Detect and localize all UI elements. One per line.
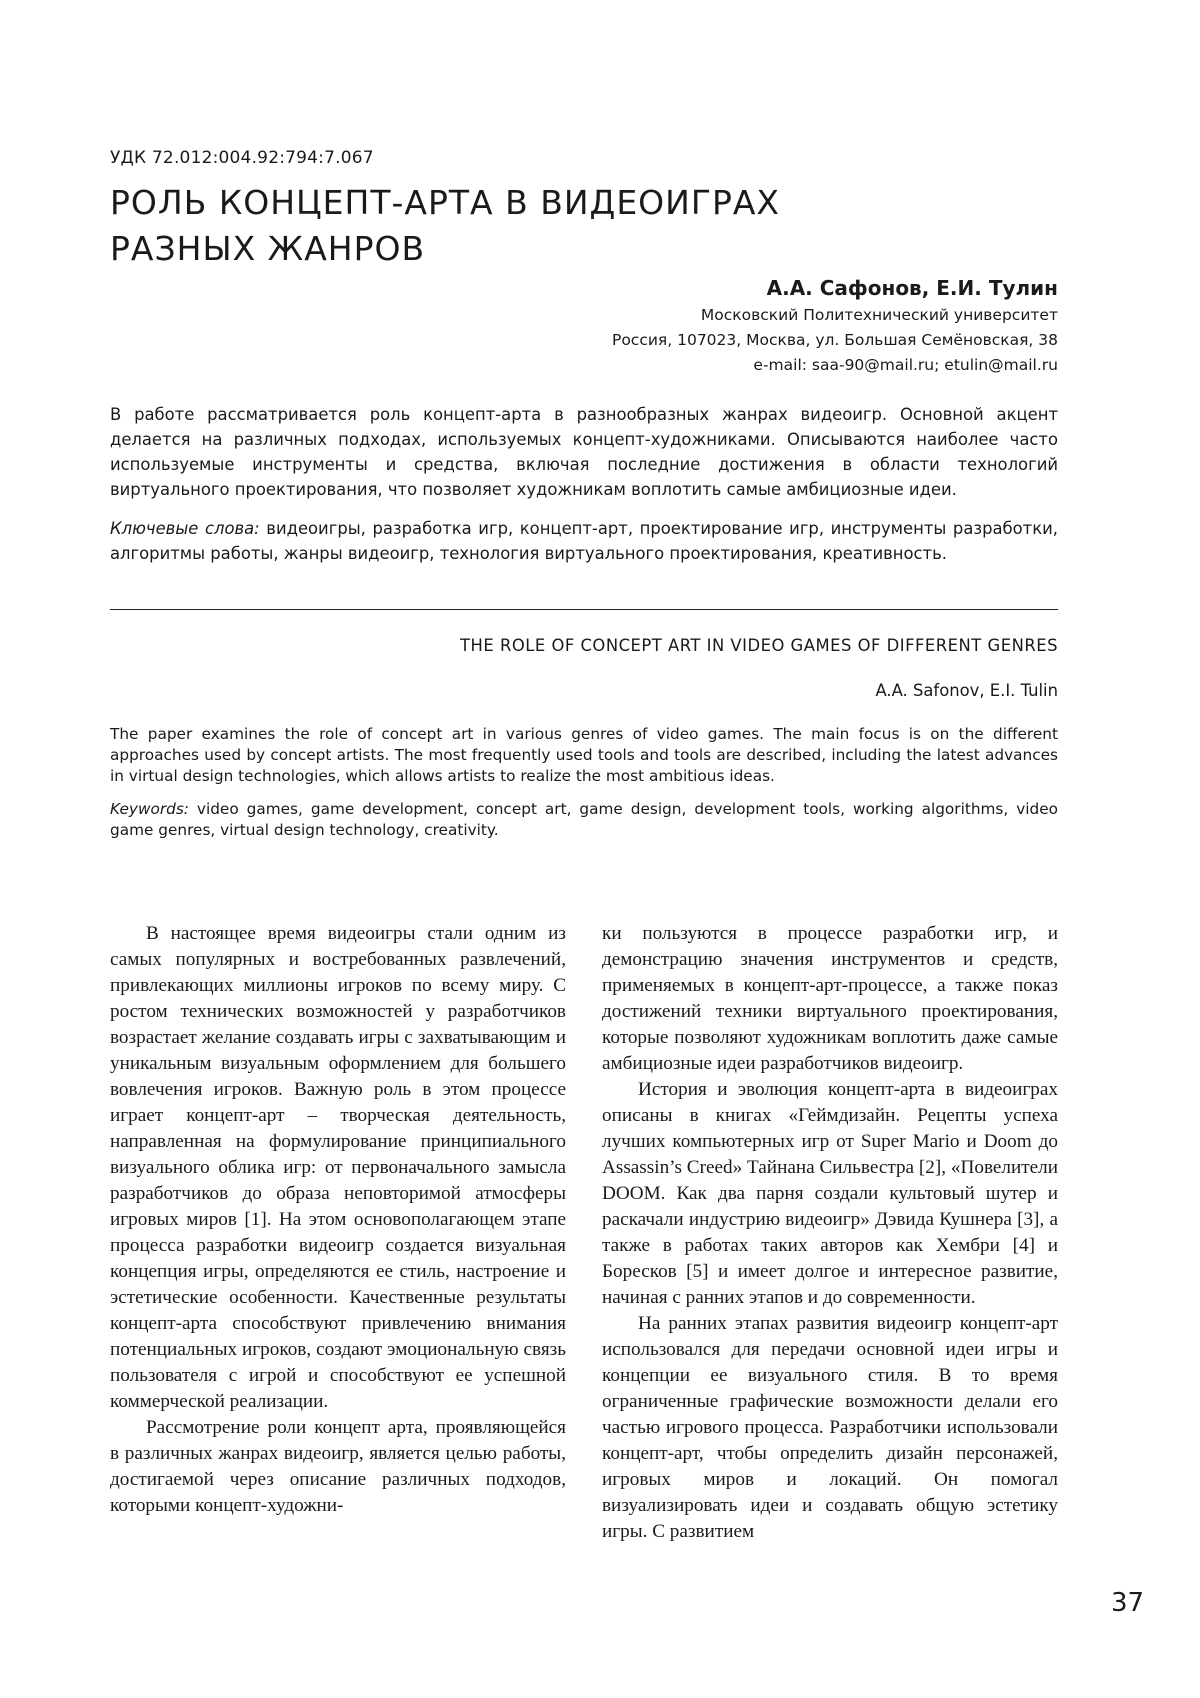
body-paragraph: На ранних этапах развития видеоигр концепт-арт использовался для передачи основной идеи игры и концепции ее визуального стиля. В то время ограниченные графические возможности делали его частью игрового процесса. Разработчики использовали концепт-арт, чтобы определить дизайн персонажей, игровых миров и локаций. Он помогал визуализировать идеи и создавать общую эстетику игры. С развитием bbox=[602, 1313, 1058, 1542]
page-number: 37 bbox=[1111, 1588, 1145, 1618]
body-paragraph: В настоящее время видеоигры стали одним из самых популярных и востребованных развлечений, привлекающих миллионы игроков по всему миру. С ростом технических возможностей у разработчиков возрастает желание создавать игры с захватывающим и уникальным визуальным оформлением для большего вовлечения игроков. Важную роль в этом процессе играет концепт-арт – творческая деятельность, направленная на формулирование принципиального визуального облика игр: от первоначального замысла разработчиков до образа неповторимой атмосферы игровых миров [1]. На этом основополагающем этапе процесса разработки видеоигр создается визуальная концепция игры, определяются ее стиль, настроение и эстетические особенности. Качественные результаты концепт-арта способствуют привлечению внимания потенциальных игроков, создают эмоциональную связь пользователя с игрой и способствуют ее успешной коммерческой реализации. bbox=[110, 923, 566, 1412]
udc-code: УДК 72.012:004.92:794:7.067 bbox=[110, 148, 374, 168]
keywords-ru-label: Ключевые слова: bbox=[110, 519, 260, 538]
abstract-en: The paper examines the role of concept art in various genres of video games. The main focus is on the different approaches used by concept artists. The most frequently used tools and tools are described, including the latest advances in virtual design technologies, which allows artists to realize the most ambitious ideas. bbox=[110, 725, 1058, 785]
section-divider bbox=[110, 609, 1058, 610]
affiliation-email: e-mail: saa-90@mail.ru; etulin@mail.ru bbox=[753, 356, 1058, 374]
paper-title-line-1: РОЛЬ КОНЦЕПТ-АРТА В ВИДЕОИГРАХ bbox=[110, 183, 781, 222]
authors: А.А. Сафонов, Е.И. Тулин bbox=[766, 276, 1058, 300]
affiliation-university: Московский Политехнический университет bbox=[700, 306, 1058, 324]
affiliation-address: Россия, 107023, Москва, ул. Большая Семёновская, 38 bbox=[611, 331, 1058, 349]
paper-title bbox=[110, 180, 780, 272]
keywords-ru-text: видеоигры, разработка игр, концепт-арт, проектирование игр, инструменты разработки, алгоритмы работы, жанры видеоигр, технология виртуального проектирования, креативность. bbox=[110, 519, 1058, 563]
body-paragraph-continued: ки пользуются в процессе разработки игр, и демонстрацию значения инструментов и средств, применяемых в концепт-арт-процессе, а также показ достижений техники виртуального проектирования, которые позволяют художникам воплотить даже самые амбициозные идеи разработчиков видеоигр. bbox=[602, 923, 1058, 1074]
keywords-en-text: video games, game development, concept art, game design, development tools, working algorithms, video game genres, virtual design technology, creativity. bbox=[110, 800, 1058, 839]
keywords-en-label: Keywords: bbox=[110, 800, 189, 818]
english-title: THE ROLE OF CONCEPT ART IN VIDEO GAMES OF DIFFERENT GENRES bbox=[460, 636, 1058, 655]
body-paragraph: История и эволюция концепт-арта в видеоиграх описаны в книгах «Геймдизайн. Рецепты успеха лучших компьютерных игр от Super Mario и Doom до Assassin’s Creed» Тайнана Сильвестра [2], «Повелители DOOM. Как два парня создали культовый шутер и раскачали индустрию видеоигр» Дэвида Кушнера [3], а также в работах таких авторов как Хембри [4] и Боресков [5] и имеет долгое и интересное развитие, начиная с ранних этапов и до современности. bbox=[602, 1079, 1058, 1308]
english-authors: A.A. Safonov, E.I. Tulin bbox=[875, 681, 1058, 700]
paper-title-line-2: РАЗНЫХ ЖАНРОВ bbox=[110, 229, 426, 268]
body-column-right bbox=[602, 921, 1058, 1545]
body-column-left bbox=[110, 921, 566, 1519]
abstract-ru: В работе рассматривается роль концепт-арта в разнообразных жанрах видеоигр. Основной акцент делается на различных подходах, используемых концепт-художниками. Описываются наиболее часто используемые инструменты и средства, включая последние достижения в области технологий виртуального проектирования, что позволяет художникам воплотить самые амбициозные идеи. bbox=[110, 405, 1058, 499]
keywords-en bbox=[110, 799, 1058, 841]
keywords-ru bbox=[110, 516, 1058, 566]
body-paragraph: Рассмотрение роли концепт арта, проявляющейся в различных жанрах видеоигр, является целью работы, достигаемой через описание различных подходов, которыми концепт-художни- bbox=[110, 1417, 566, 1516]
